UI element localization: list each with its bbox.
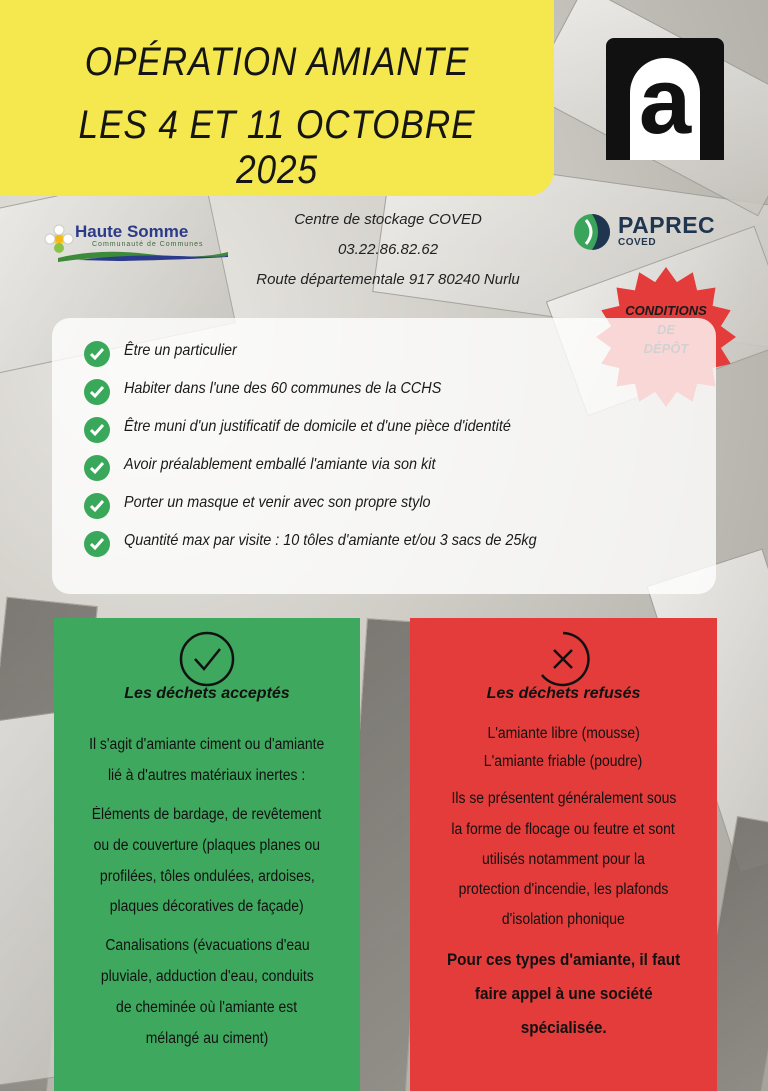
check-icon bbox=[84, 493, 110, 519]
condition-item: Quantité max par visite : 10 tôles d'amiante et/ou 3 sacs de 25kg bbox=[84, 528, 704, 558]
amiante-logo bbox=[606, 38, 724, 160]
refused-waste-panel bbox=[410, 618, 717, 1091]
condition-item: Avoir préalablement emballé l'amiante via son kit bbox=[84, 452, 704, 482]
check-icon bbox=[84, 531, 110, 557]
storage-center-info bbox=[230, 205, 546, 295]
check-icon bbox=[84, 341, 110, 367]
refused-line: L'amiante friable (poudre) bbox=[484, 753, 643, 770]
badge-line-1: CONDITIONS bbox=[625, 303, 707, 318]
refused-line: L'amiante libre (mousse) bbox=[487, 725, 640, 742]
wave-icon bbox=[58, 248, 228, 262]
refused-line: utilisés notamment pour la bbox=[482, 851, 645, 868]
accepted-line: lié à d'autres matériaux inertes : bbox=[108, 767, 306, 784]
haute-somme-subtitle: Communauté de Communes bbox=[92, 241, 204, 248]
paprec-name: PAPREC bbox=[618, 212, 716, 238]
paprec-globe-icon bbox=[572, 212, 612, 252]
title-line-1: OPÉRATION AMIANTE bbox=[84, 40, 470, 84]
paprec-logo bbox=[572, 210, 732, 254]
accepted-line: Canalisations (évacuations d'eau bbox=[104, 937, 310, 954]
condition-item: Habiter dans l'une des 60 communes de la CCHS bbox=[84, 376, 704, 406]
accepted-line: Il s'agit d'amiante ciment ou d'amiante bbox=[89, 736, 325, 753]
paprec-subtitle: COVED bbox=[618, 237, 657, 248]
accepted-heading: Les déchets acceptés bbox=[124, 685, 290, 702]
conditions-list bbox=[52, 318, 716, 594]
refused-warning-line: faire appel à une société bbox=[474, 984, 653, 1003]
accepted-line: Éléments de bardage, de revêtement bbox=[92, 806, 322, 823]
title-banner bbox=[0, 0, 554, 196]
refused-heading: Les déchets refusés bbox=[486, 685, 641, 702]
haute-somme-name: Haute Somme bbox=[75, 222, 189, 241]
accepted-line: de cheminée où l'amiante est bbox=[116, 999, 298, 1016]
center-address: Route départementale 917 80240 Nurlu bbox=[256, 271, 520, 288]
refused-line: protection d'incendie, les plafonds bbox=[458, 881, 669, 898]
accepted-line: plaques décoratives de façade) bbox=[110, 898, 304, 915]
check-icon bbox=[84, 455, 110, 481]
refused-warning-line: spécialisée. bbox=[520, 1018, 607, 1037]
center-phone: 03.22.86.82.62 bbox=[337, 241, 439, 258]
refused-line: Ils se présentent généralement sous bbox=[451, 790, 676, 807]
condition-item: Être muni d'un justificatif de domicile et d'une pièce d'identité bbox=[84, 414, 704, 444]
title-line-2: LES 4 ET 11 OCTOBRE 2025 bbox=[78, 103, 476, 192]
haute-somme-logo bbox=[44, 222, 230, 266]
condition-item: Porter un masque et venir avec son propre stylo bbox=[84, 490, 704, 520]
check-icon bbox=[84, 417, 110, 443]
accepted-waste-panel bbox=[54, 618, 360, 1091]
condition-item: Être un particulier bbox=[84, 338, 704, 368]
refused-line: la forme de flocage ou feutre et sont bbox=[451, 821, 676, 838]
check-circle-icon bbox=[178, 630, 236, 688]
x-circle-icon bbox=[534, 630, 592, 688]
refused-line: d'isolation phonique bbox=[502, 911, 625, 928]
accepted-line: mélangé au ciment) bbox=[145, 1030, 269, 1047]
check-icon bbox=[84, 379, 110, 405]
accepted-line: ou de couverture (plaques planes ou bbox=[93, 837, 321, 854]
center-name: Centre de stockage COVED bbox=[294, 211, 482, 228]
accepted-line: profilées, tôles ondulées, ardoises, bbox=[99, 868, 315, 885]
amiante-logo-letter: a bbox=[638, 48, 692, 153]
refused-warning-line: Pour ces types d'amiante, il faut bbox=[446, 950, 681, 969]
accepted-line: pluviale, adduction d'eau, conduits bbox=[100, 968, 314, 985]
